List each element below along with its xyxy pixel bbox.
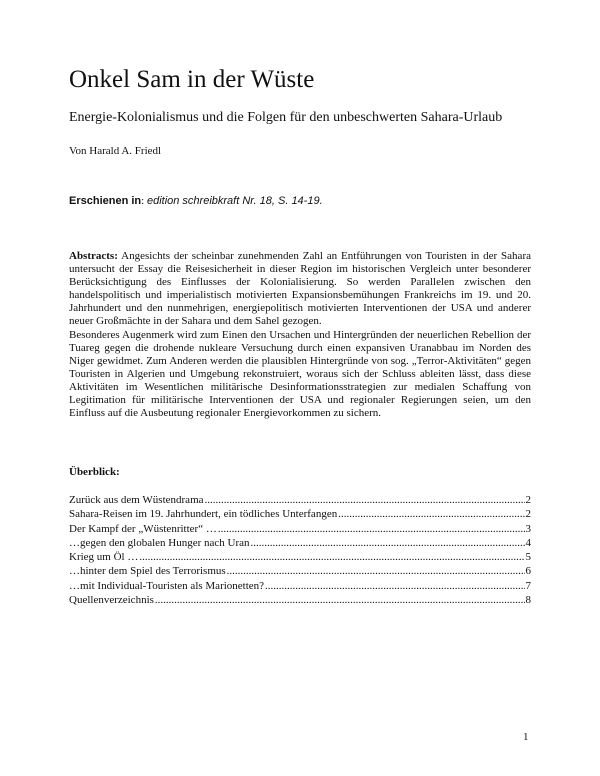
toc-entry[interactable] [69,522,531,536]
toc-leader [251,536,525,550]
toc-leader [227,564,525,578]
toc-entry[interactable] [69,550,531,564]
abstract-paragraph-2: Besonderes Augenmerk wird zum Einen den Ursachen und Hintergründen der neuerlichen Rebellion der Tuareg gegen die drohende nukleare Versuchung durch einen expansiven Uranabbau im Norden des Niger gewidmet. Zum Anderen werden die plausiblen Hintergründe von sog. „Terror-Aktivitäten“ gegen Touristen in Algerien und Umgebung rekonstruiert, woraus sich der Schluss ableiten lässt, dass diese Aktivitäten im Wesentlichen militärische Desinformationsstrategien zur medialen Schaffung von Legitimation für militärische Interventionen der USA und regionaler Regierungen seien, um den Einfluss auf die Ausbeutung regionaler Energievorkommen zu sichern. [69,328,531,420]
toc-entry-title: …mit Individual-Touristen als Marionetten? [69,579,265,592]
toc-entry-page: 7 [525,579,531,592]
toc-entry[interactable] [69,536,531,550]
toc-entry-page: 5 [525,551,531,564]
toc-entry-title: …gegen den globalen Hunger nach Uran [69,536,250,549]
toc-entry-title: Quellenverzeichnis [69,594,154,607]
toc-leader [139,550,524,564]
toc-entry[interactable] [69,579,531,593]
abstract-paragraph-1 [69,250,531,329]
toc-entry-page: 2 [525,494,531,506]
publication-label: Erschienen in [69,195,142,207]
toc-entry-page: 6 [525,565,531,578]
abstract-text-1: Angesichts der scheinbar zunehmenden Zahl an Entführungen von Touristen in der Sahara untersucht der Essay die Reisesicherheit in dieser Region im historischen Vergleich unter besonderer Berücksichtigung des Einflusses der Kolonialisierung. So werden Parallelen zwischen den handelspolitisch und imperialistisch motivierten Expansionsbemühungen Frankreichs im 19. und 20. Jahrhundert und den nunmehrigen, energiepolitisch motivierten Interventionen der USA und anderer neuer Großmächte in der Sahara und dem Sahel gezogen. [69,250,531,328]
toc-entry-title: Zurück aus dem Wüstendrama [69,494,204,506]
toc-entry-title: Sahara-Reisen im 19. Jahrhundert, ein tödliches Unterfangen [69,508,338,521]
abstract-label: Abstracts: [69,250,118,262]
toc-entry-page: 3 [525,522,531,535]
toc-entry-title: Der Kampf der „Wüstenritter“ … [69,522,217,535]
document-title: Onkel Sam in der Wüste [69,66,315,93]
author-line: Von Harald A. Friedl [69,145,162,157]
document-subtitle: Energie-Kolonialismus und die Folgen für den unbeschwerten Sahara-Urlaub [69,110,503,125]
toc-leader [338,507,524,521]
toc-entry-page: 2 [525,508,531,521]
publication-colon: : [141,195,145,207]
toc-entry-page: 8 [525,594,531,607]
page-number: 1 [523,731,529,743]
toc-leader [218,522,525,536]
toc-entry[interactable] [69,493,531,507]
table-of-contents [69,493,531,607]
toc-entry-page: 4 [525,536,531,549]
overview-heading: Überblick: [69,466,120,478]
toc-entry-title: …hinter dem Spiel des Terrorismus [69,565,226,578]
abstract-section [69,250,531,420]
publication-source: edition schreibkraft Nr. 18, S. 14-19. [146,195,323,207]
toc-leader [205,493,525,507]
toc-entry[interactable] [69,593,531,607]
toc-entry[interactable] [69,564,531,578]
toc-entry[interactable] [69,507,531,521]
toc-leader [155,593,525,607]
toc-entry-title: Krieg um Öl … [69,551,139,564]
publication-line [69,195,323,207]
toc-leader [265,579,524,593]
